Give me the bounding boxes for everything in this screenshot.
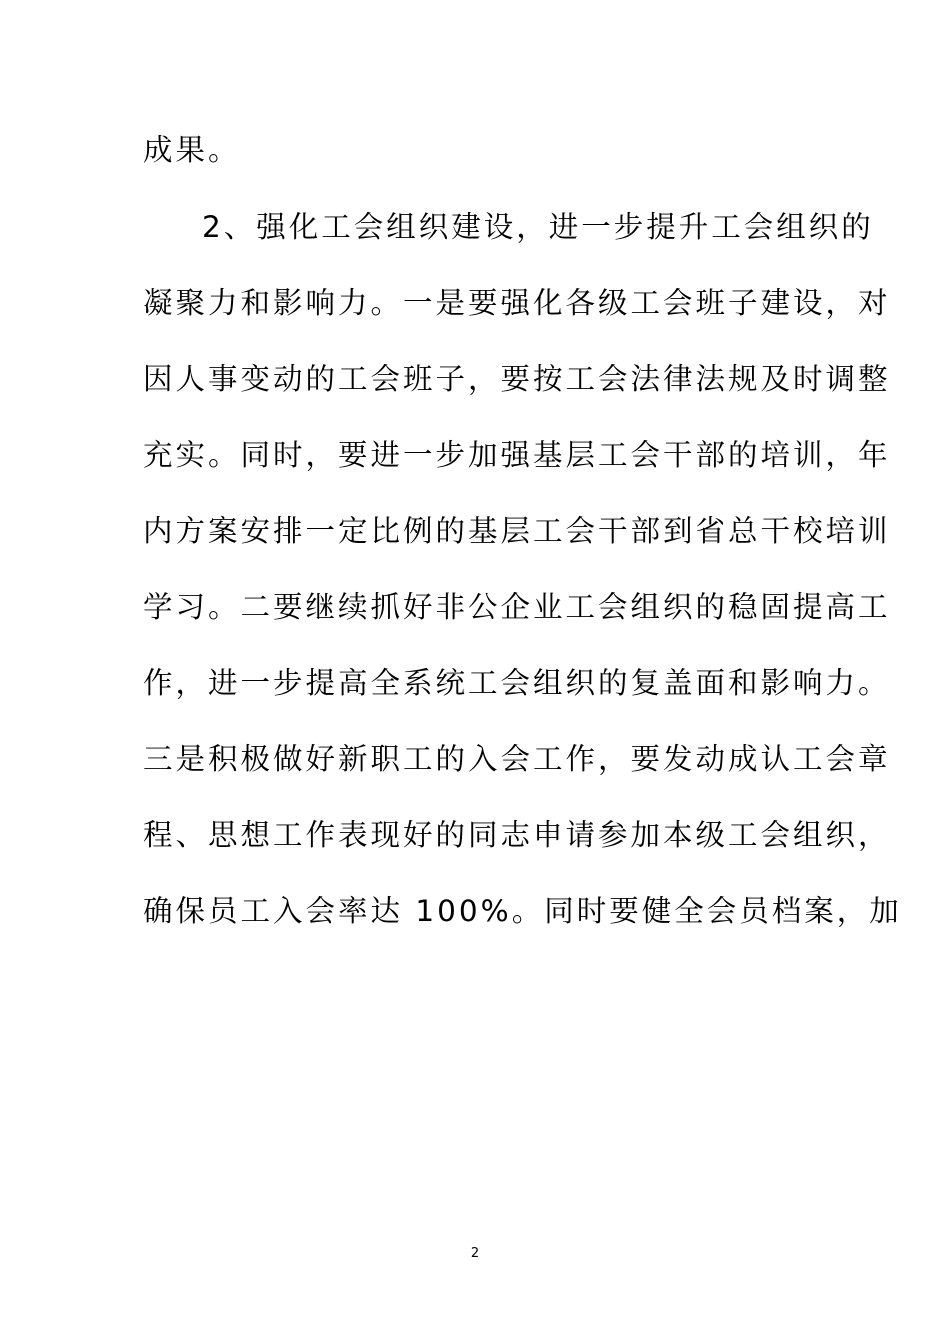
paragraph-line: 2、强化工会组织建设，进一步提升工会组织的 [202,210,874,244]
paragraph-line: 确保员工入会率达 100%。同时要健全会员档案，加 [143,894,902,928]
paragraph-line: 因人事变动的工会班子，要按工会法律法规及时调整 [143,362,891,396]
paragraph-line: 成果。 [143,133,241,167]
paragraph-line: 程、思想工作表现好的同志申请参加本级工会组织， [143,818,891,852]
paragraph-line: 凝聚力和影响力。一是要强化各级工会班子建设，对 [143,286,891,320]
paragraph-line: 三是积极做好新职工的入会工作，要发动成认工会章 [143,742,891,776]
paragraph-line: 充实。同时，要进一步加强基层工会干部的培训，年 [143,438,891,472]
paragraph-line: 学习。二要继续抓好非公企业工会组织的稳固提高工 [143,590,891,624]
page-number: 2 [470,1246,480,1261]
paragraph-line: 内方案安排一定比例的基层工会干部到省总干校培训 [143,514,891,548]
paragraph-line: 作，进一步提高全系统工会组织的复盖面和影响力。 [143,666,891,700]
